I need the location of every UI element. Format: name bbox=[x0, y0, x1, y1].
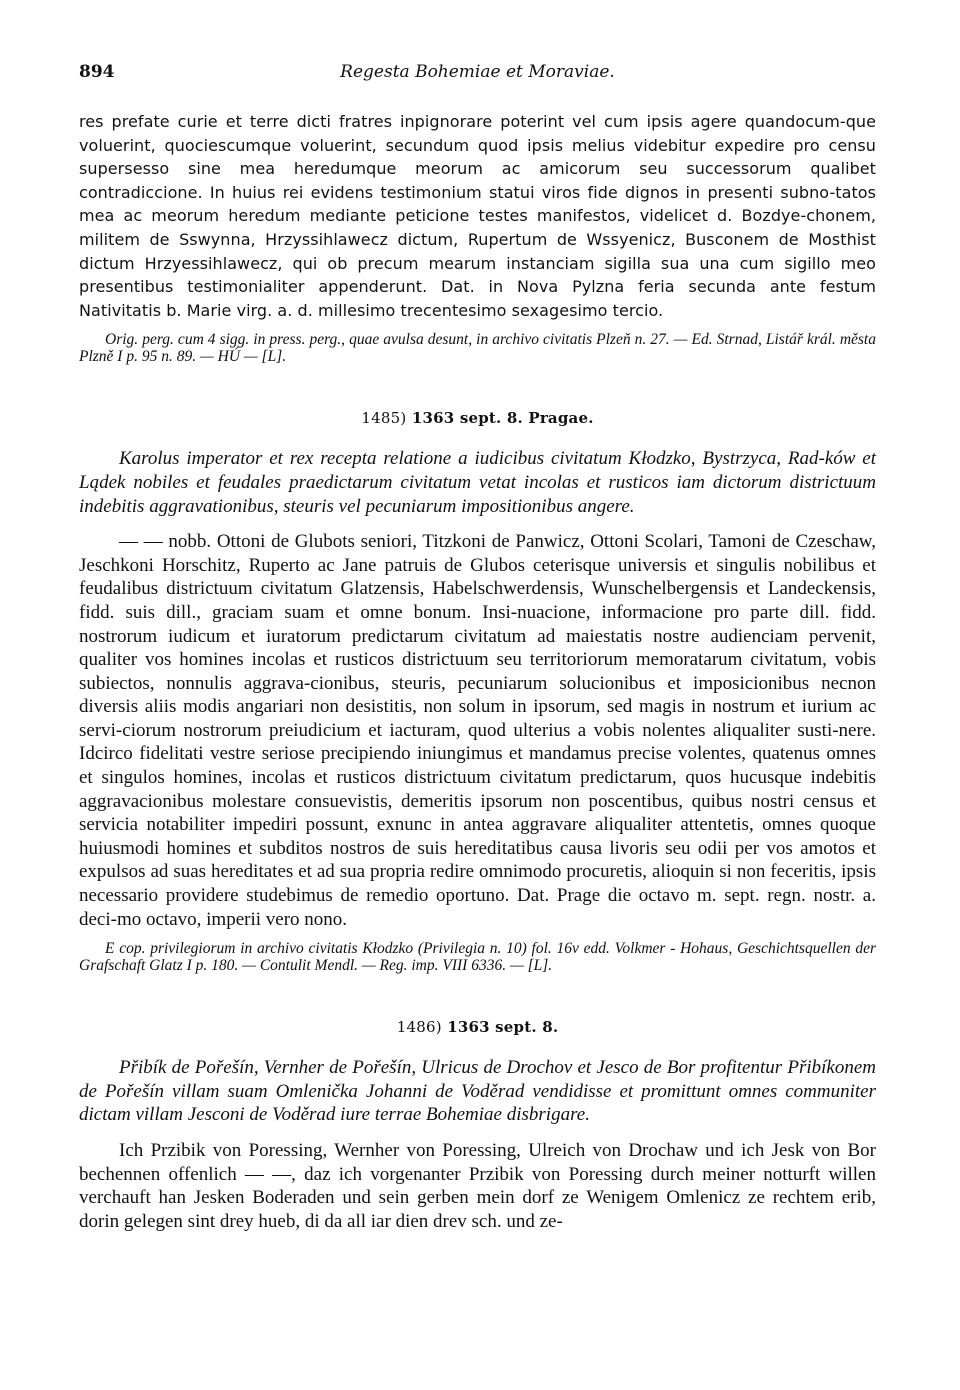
document-regest: Karolus imperator et rex recepta relatione a iudicibus civitatum Kłodzko, Bystrzyca, Rad-ków et Lądek nobiles et feudales praedictarum civitatum vetat incolas et rusticos iam dictorum districtuum indebitis aggravationibus, steuris vel pecuniarum impositionibus angere. bbox=[79, 448, 876, 517]
document-number: 1485) bbox=[361, 409, 407, 428]
document-date: 1363 sept. 8. bbox=[447, 1018, 559, 1037]
continuation-text: res prefate curie et terre dicti fratres inpignorare poterint vel cum ipsis agere quandocum-que voluerint, quociescumque voluerint, secundum quod ipsis melius videbitur expedire pro censu supersesso sine mea heredumque meorum ac amicorum seu successorum qualibet contradiccione. In huius rei evidens testimonium statui viros fide dignos in presenti subno-tatos mea ac meorum heredum mediante peticione testes manifestos, videlicet d. Bozdye-chonem, militem de Sswynna, Hrzyssihlawecz dictum, Rupertum de Wssyenicz, Busconem de Mosthist dictum Hrzyessihlawecz, qui ob precum mearum instanciam sigilla sua una cum sigillo meo presentibus testimonialiter appenderunt. Dat. in Nova Pylzna feria secunda ante festum Nativitatis b. Marie virg. a. d. millesimo trecentesimo sexagesimo tercio. bbox=[79, 112, 876, 320]
document-body: — — nobb. Ottoni de Glubots seniori, Titzkoni de Panwicz, Ottoni Scolari, Tamoni de Czeschaw, Jeschkoni Horschitz, Ruperto ac Jane patruis de Glubos ceterisque universis et singulis nobilibus et feudalibus districtuum civitatum Glatzensis, Habelschwerdensis, Wunschelbergensis et Landeckensis, fidd. suis dill., graciam suam et omne bonum. Insi-nuacione, informacione pro parte dill. fidd. nostrorum iudicum et iuratorum predictarum civitatum ad maiestatis nostre audienciam pervenit, qualiter vos homines incolas et rusticos districtuum seu territoriorum memoratarum civitatum, vobis subiectos, nonnulis aggrava-cionibus, steuris, pecuniarum solucionibus et imposicionibus necnon diversis aliis modis angariari non desistitis, non solum in ipsorum, sed magis in nostrum et iurium ac servi-ciorum nostrorum preiudicium et iacturam, quod ulterius a vobis nolentes aliqualiter susti-nere. Idcirco fidelitati vestre seriose precipiendo iniungimus et mandamus precise volentes, quatenus omnes et singulos homines, incolas et rusticos districtuum civitatum predictarum, quos hucusque indebitis aggravacionibus molestare consuevistis, demeritis ipsorum non poscentibus, quibus nostri census et servicia notabiliter impediri possunt, exnunc in antea aggravare aliqualiter attentetis, omnes quoque huiusmodi homines et subditos nostros de suis hereditatibus causa livoris seu odii per vos amotos et expulsos ad suas hereditates et ad sua propria redire omnimodo procuretis, alioquin si non feceritis, ipsis necessario providere studebimus de remedio oportuno. Dat. Prage die octavo m. sept. regn. nostr. a. deci-mo octavo, imperii vero nono. bbox=[79, 531, 876, 930]
document-page bbox=[79, 62, 876, 1233]
document-body: Ich Przibik von Poressing, Wernher von Poressing, Ulreich von Drochaw und ich Jesk von Bor bechennen offenlich — —, daz ich vorgenanter Przibik von Poressing durch meiner notturft willen verchauft han Jesken Boderaden und sein gerben mein dorf ze Wenigem Omlenicz ze rechtem erib, dorin gelegen sint drey hueb, di da all iar dien drev sch. und ze- bbox=[79, 1140, 876, 1232]
running-title: Regesta Bohemiae et Moraviae. bbox=[340, 62, 615, 82]
source-note: Orig. perg. cum 4 sigg. in press. perg., quae avulsa desunt, in archivo civitatis Plzeň n. 27. — Ed. Strnad, Listář král. města Plzně I p. 95 n. 89. — HÚ — [L]. bbox=[79, 331, 876, 366]
document-heading bbox=[79, 409, 876, 427]
document-number: 1486) bbox=[396, 1018, 442, 1037]
document-date: 1363 sept. 8. Pragae. bbox=[411, 409, 594, 428]
document-regest: Přibík de Pořešín, Vernher de Pořešín, Ulricus de Drochov et Jesco de Bor profitentur Přibíkonem de Pořešín villam suam Omlenička Johanni de Voděrad vendidisse et promittunt omnes communiter dictam villam Jesconi de Voděrad iure terrae Bohemiae disbrigare. bbox=[79, 1057, 876, 1126]
document-heading bbox=[79, 1018, 876, 1036]
source-note: E cop. privilegiorum in archivo civitatis Kłodzko (Privilegia n. 10) fol. 16v edd. Volkmer - Hohaus, Geschichtsquellen der Grafschaft Glatz I p. 180. — Contulit Mendl. — Reg. imp. VIII 6336. — [L]. bbox=[79, 940, 876, 975]
page-header bbox=[79, 62, 876, 88]
page-number: 894 bbox=[79, 62, 115, 82]
